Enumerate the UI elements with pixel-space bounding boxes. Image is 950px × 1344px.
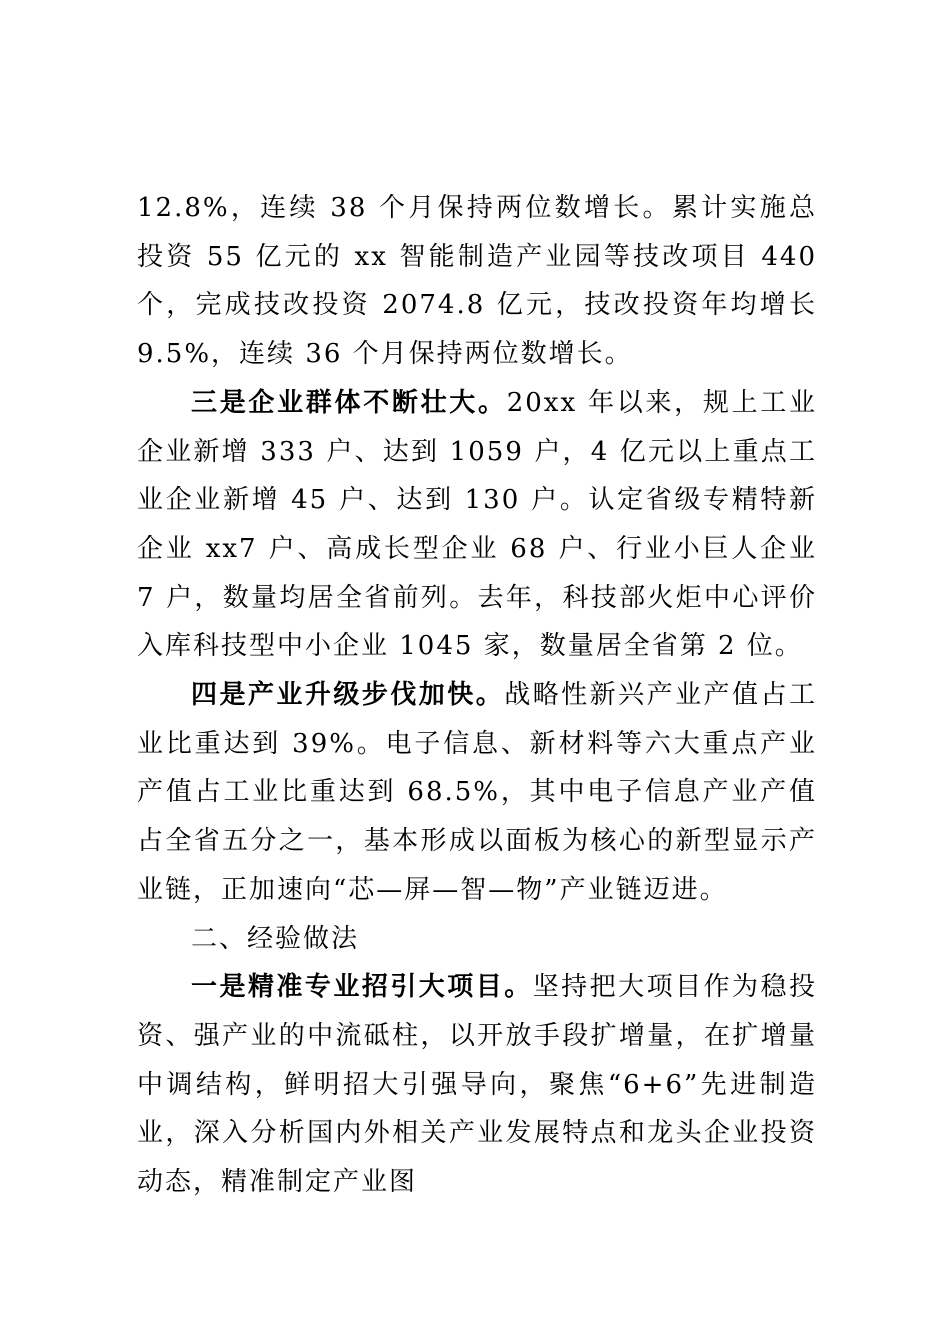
paragraph-body: 坚持把大项目作为稳投资、强产业的中流砥柱，以开放手段扩增量，在扩增量中调结构，鲜明招大引强导向，聚焦“6+6”先进制造业，深入分析国内外相关产业发展特点和龙头企业投资动态，精准制定产业图 [137,972,817,1198]
paragraph-lead: 三是企业群体不断壮大。 [191,387,507,418]
paragraph-body: 战略性新兴产业产值占工业比重达到 39%。电子信息、新材料等六大重点产业产值占工业比重达到 68.5%，其中电子信息产业产值占全省五分之一，基本形成以面板为核心的新型显示产业链，正加速向“芯—屏—智—物”产业链迈进。 [137,680,817,905]
paragraph-industry-upgrade [137,671,817,915]
document-body [137,184,817,1207]
paragraph-lead: 四是产业升级步伐加快。 [191,680,505,711]
section-heading: 二、经验做法 [191,923,360,954]
paragraph-body: 20xx 年以来，规上工业企业新增 333 户、达到 1059 户，4 亿元以上重点工业企业新增 45 户、达到 130 户。认定省级专精特新企业 xx7 户、高成长型企业 68 户、行业小巨人企业 7 户，数量均居全省前列。去年，科技部火炬中心评价入库科技型中小企业 1045 家，数量居全省第 2 位。 [137,387,817,662]
paragraph-investment-growth: 12.8%，连续 38 个月保持两位数增长。累计实施总投资 55 亿元的 xx 智能制造产业园等技改项目 440 个，完成技改投资 2074.8 亿元，技改投资年均增长 9.5%，连续 36 个月保持两位数增长。 [137,193,817,370]
paragraph-major-projects [137,963,817,1207]
paragraph-enterprise-groups [137,379,817,671]
paragraph-lead: 一是精准专业招引大项目。 [191,972,533,1003]
